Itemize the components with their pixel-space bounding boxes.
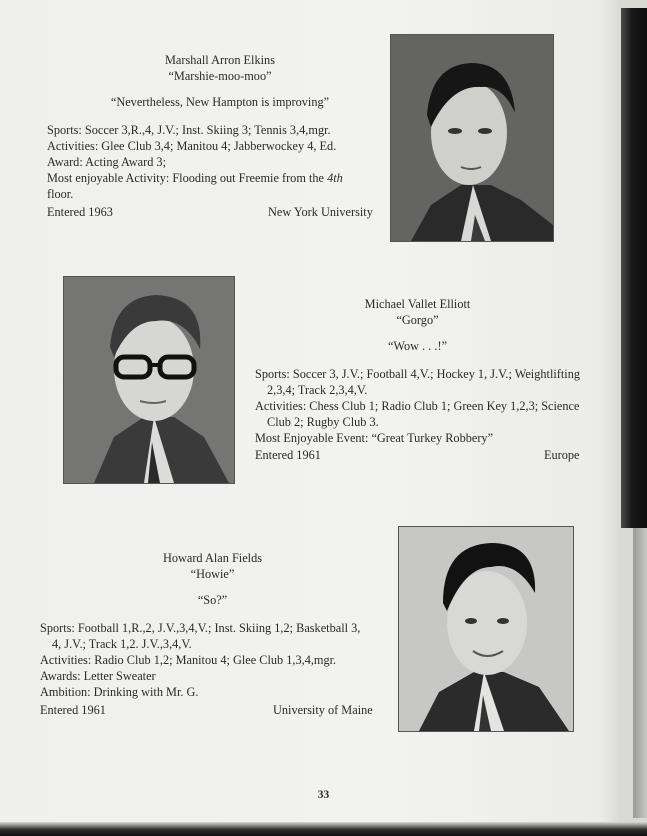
student-nickname: “Howie”	[190, 567, 235, 581]
student-nickname: “Gorgo”	[396, 313, 439, 327]
page-edge-bottom	[0, 822, 647, 836]
student-line: floor.	[47, 187, 74, 201]
student-name: Marshall Arron Elkins	[165, 53, 275, 67]
entered-year: Entered 1961	[255, 448, 321, 462]
page-edge-shadow	[621, 8, 647, 528]
student-line: Activities: Glee Club 3,4; Manitou 4; Jabberwockey 4, Ed.	[47, 139, 337, 153]
student-name: Howard Alan Fields	[162, 551, 263, 565]
destination: New York University	[268, 205, 373, 219]
student-line: Sports: Soccer 3,R.,4, J.V.; Inst. Skiing 3; Tennis 3,4,mgr.	[47, 123, 331, 137]
student-line: 2,3,4; Track 2,3,4,V.	[267, 383, 368, 397]
student-quote: “Nevertheless, New Hampton is improving”	[110, 95, 330, 109]
student-photo	[390, 34, 554, 242]
student-line: Sports: Soccer 3, J.V.; Football 4,V.; Hockey 1, J.V.; Weightlifting	[255, 367, 580, 381]
student-line: Most enjoyable Activity: Flooding out Freemie from the 4th	[47, 171, 343, 185]
entered-year: Entered 1961	[40, 703, 106, 717]
student-name: Michael Vallet Elliott	[364, 297, 471, 311]
entered-year: Entered 1963	[47, 205, 113, 219]
student-quote: “So?”	[197, 593, 228, 607]
destination: Europe	[544, 448, 580, 462]
student-line: Activities: Radio Club 1,2; Manitou 4; Glee Club 1,3,4,mgr.	[40, 653, 337, 667]
student-line: Award: Acting Award 3;	[47, 155, 166, 169]
student-photo	[63, 276, 235, 484]
page-edge-shadow-lower	[633, 528, 647, 818]
student-nickname: “Marshie-moo-moo”	[168, 69, 272, 83]
student-photo	[398, 526, 574, 732]
destination: University of Maine	[273, 703, 373, 717]
student-line: Sports: Football 1,R.,2, J.V.,3,4,V.; Inst. Skiing 1,2; Basketball 3,	[40, 621, 361, 635]
student-quote: “Wow . . .!”	[387, 339, 448, 353]
student-line: Ambition: Drinking with Mr. G.	[40, 685, 199, 699]
italic-ordinal: 4th	[327, 171, 343, 185]
student-line: 4, J.V.; Track 1,2. J.V.,3,4,V.	[52, 637, 192, 651]
student-line: Activities: Chess Club 1; Radio Club 1; Green Key 1,2,3; Science	[255, 399, 580, 413]
student-line: Club 2; Rugby Club 3.	[267, 415, 379, 429]
student-line: Most Enjoyable Event: “Great Turkey Robbery”	[255, 431, 494, 445]
page-number: 33	[317, 789, 330, 801]
student-line: Awards: Letter Sweater	[40, 669, 156, 683]
